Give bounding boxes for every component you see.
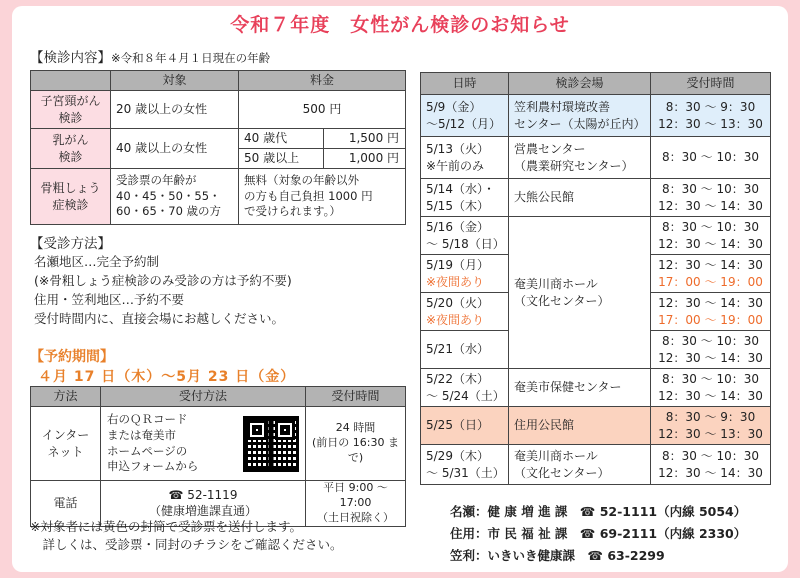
schedule-times — [651, 179, 771, 217]
contact-dept: 市 民 福 祉 課 — [487, 526, 568, 541]
method-header: 方法 — [31, 387, 101, 407]
time-slot: 8：30 ～ 10：30 — [661, 182, 760, 197]
schedule-venue: 笠利農村環境改善 センター（太陽が丘内） — [509, 95, 651, 137]
how-text: 右のＱＲコード または奄美市 ホームページの 申込フォームから — [107, 412, 199, 474]
method-cell: 電話 — [31, 481, 101, 527]
contact-area: 笠利： — [450, 548, 488, 563]
contact-row — [450, 524, 746, 542]
schedule-times — [651, 369, 771, 407]
contents-heading — [30, 46, 270, 66]
contents-heading-label: 【検診内容】 — [30, 50, 111, 66]
schedule-date: 5/13（火） ※午前のみ — [421, 137, 509, 179]
exam-target: 受診票の年齢が 40・45・50・55・ 60・65・70 歳の方 — [111, 169, 239, 225]
time-slot: 12：30 ～ 14：30 — [658, 258, 763, 273]
contents-table — [30, 70, 406, 225]
exam-name: 乳がん 検診 — [31, 129, 111, 169]
contact-row — [450, 502, 746, 520]
night-note: ※夜間あり — [426, 312, 485, 327]
schedule-venue: 住用公民館 — [509, 407, 651, 445]
contact-phone[interactable]: ☎ 52-1111（内線 5054） — [579, 504, 747, 519]
reservation-table — [30, 386, 406, 527]
time-slot: 8：30 ～ 10：30 — [661, 372, 760, 387]
exam-fee: 無料（対象の年齢以外 の方も自己負担 1000 円 で受けられます。） — [239, 169, 406, 225]
schedule-date-cell — [421, 293, 509, 331]
method-line: 受付時間内に、直接会場にお越しください。 — [34, 311, 285, 326]
method-line: 住用・笠利地区…予約不要 — [34, 292, 185, 307]
schedule-venue: 奄美川商ホール （文化センター） — [509, 217, 651, 369]
schedule-venue: 奄美市保健センター — [509, 369, 651, 407]
schedule-venue: 奄美川商ホール （文化センター） — [509, 445, 651, 485]
schedule-times — [651, 407, 771, 445]
contact-phone[interactable]: ☎ 63-2299 — [587, 548, 665, 563]
method-heading: 【受診方法】 — [30, 236, 111, 252]
schedule-date: 5/9（金） ～5/12（月） — [421, 95, 509, 137]
venue-header: 検診会場 — [509, 73, 651, 95]
schedule-table — [420, 72, 771, 485]
schedule-times — [651, 445, 771, 485]
schedule-times — [651, 217, 771, 255]
schedule-date: 5/16（金） ～ 5/18（日） — [421, 217, 509, 255]
exam-target: 40 歳以上の女性 — [111, 129, 239, 169]
exam-fee: 500 円 — [239, 91, 406, 129]
time-slot: 12：30 ～ 14：30 — [658, 198, 763, 213]
contact-area: 住用： — [450, 526, 488, 541]
how-header: 受付方法 — [101, 387, 306, 407]
time-slot: 12：30 ～ 13：30 — [658, 116, 763, 131]
schedule-venue: 営農センター （農業研究センター） — [509, 137, 651, 179]
night-note: ※夜間あり — [426, 274, 485, 289]
blank-header — [31, 71, 111, 91]
method-line: (※骨粗しょう症検診のみ受診の方は予約不要) — [34, 273, 292, 288]
time-slot: 8：30 ～ 10：30 — [661, 449, 760, 464]
fee-value: 1,000 円 — [324, 149, 406, 169]
schedule-venue: 大熊公民館 — [509, 179, 651, 217]
schedule-date-cell — [421, 255, 509, 293]
exam-target: 20 歳以上の女性 — [111, 91, 239, 129]
schedule-times — [651, 293, 771, 331]
time-slot: 8：30 ～ 9：30 — [665, 410, 756, 425]
time-cell: 平日 9:00 ～ 17:00 （土日祝除く） — [306, 481, 406, 527]
method-line: 名瀬地区…完全予約制 — [34, 254, 160, 269]
time-slot: 12：30 ～ 14：30 — [658, 465, 763, 480]
schedule-date: 5/19（月） — [426, 258, 489, 273]
time-slot-night: 17：00 ～ 19：00 — [658, 312, 763, 327]
contact-phone[interactable]: ☎ 69-2111（内線 2330） — [579, 526, 747, 541]
contact-dept: いきいき健康課 — [487, 548, 576, 563]
time-slot: 12：30 ～ 14：30 — [658, 388, 763, 403]
schedule-times — [651, 331, 771, 369]
page-title: 令和７年度 女性がん検診のお知らせ — [230, 14, 570, 36]
contact-dept: 健 康 増 進 課 — [487, 504, 568, 519]
footnote — [30, 518, 343, 554]
contact-row — [450, 546, 665, 564]
contact-area: 名瀬： — [450, 504, 488, 519]
reservation-heading: 【予約期間】 — [30, 349, 114, 365]
fee-label: 40 歳代 — [239, 129, 324, 149]
schedule-date: 5/29（木） ～ 5/31（土） — [421, 445, 509, 485]
time-header: 受付時間 — [306, 387, 406, 407]
exam-name: 子宮頸がん 検診 — [31, 91, 111, 129]
footnote-line: 詳しくは、受診票・同封のチラシをご確認ください。 — [30, 537, 343, 552]
fee-label: 50 歳以上 — [239, 149, 324, 169]
time-slot: 8：30 ～ 10：30 — [661, 220, 760, 235]
schedule-times — [651, 95, 771, 137]
time-slot: 12：30 ～ 14：30 — [658, 350, 763, 365]
schedule-date: 5/22（木） ～ 5/24（土） — [421, 369, 509, 407]
age-note: ※令和８年４月１日現在の年齢 — [111, 51, 271, 65]
schedule-times — [651, 255, 771, 293]
schedule-date: 5/20（火） — [426, 296, 489, 311]
schedule-date: 5/14（水）・ 5/15（木） — [421, 179, 509, 217]
how-cell: ☎ 52-1119 （健康増進課直通） — [101, 481, 306, 527]
time-slot: 12：30 ～ 14：30 — [658, 296, 763, 311]
time-cell: 24 時間 (前日の 16:30 まで) — [306, 407, 406, 481]
time-slot: 8：30 ～ 10：30 — [651, 137, 771, 179]
how-cell — [101, 407, 306, 481]
time-slot: 8：30 ～ 9：30 — [665, 100, 756, 115]
schedule-date: 5/21（水） — [421, 331, 509, 369]
qr-code[interactable] — [243, 416, 299, 472]
date-header: 日時 — [421, 73, 509, 95]
time-slot: 12：30 ～ 14：30 — [658, 236, 763, 251]
fee-value: 1,500 円 — [324, 129, 406, 149]
time-slot: 12：30 ～ 13：30 — [658, 426, 763, 441]
schedule-date: 5/25（日） — [421, 407, 509, 445]
fee-header: 料金 — [239, 71, 406, 91]
reception-time-header: 受付時間 — [651, 73, 771, 95]
footnote-line: ※対象者には黄色の封筒で受診票を送付します。 — [30, 519, 302, 534]
time-slot: 8：30 ～ 10：30 — [661, 334, 760, 349]
method-cell: インター ネット — [31, 407, 101, 481]
exam-name: 骨粗しょう 症検診 — [31, 169, 111, 225]
reservation-period: ４月 17 日（木）～5月 23 日（金） — [38, 369, 296, 385]
method-text — [34, 252, 292, 328]
time-slot-night: 17：00 ～ 19：00 — [658, 274, 763, 289]
target-header: 対象 — [111, 71, 239, 91]
